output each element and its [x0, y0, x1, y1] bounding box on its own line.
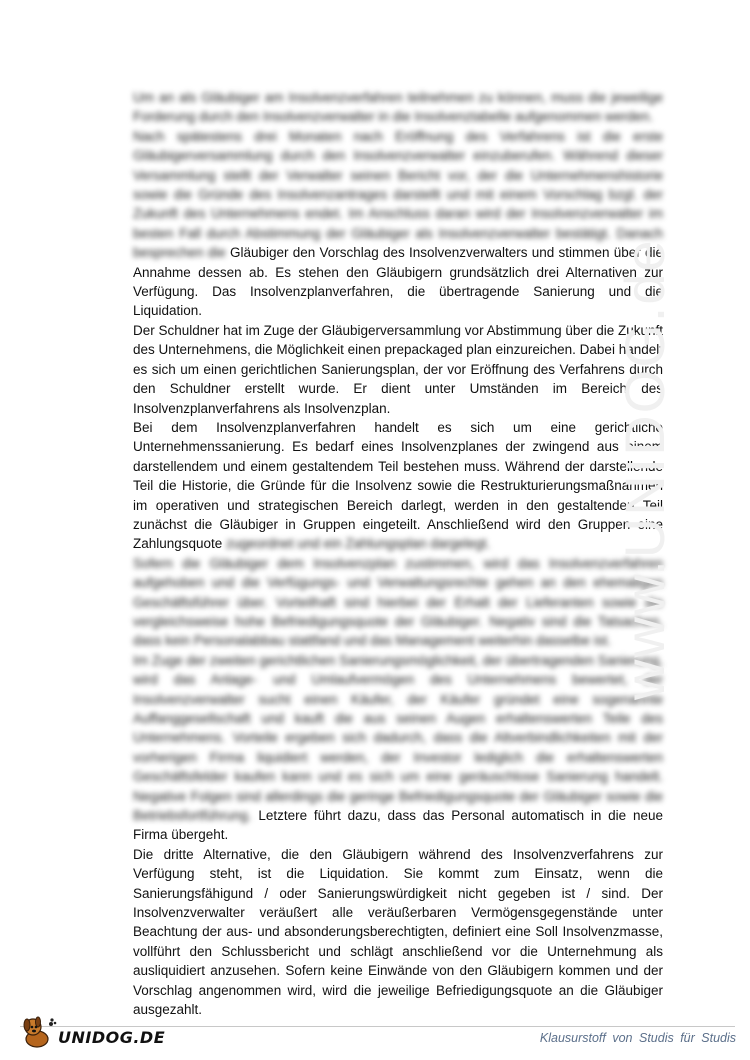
logo-text: UNIDOG.DE: [58, 1028, 166, 1047]
visible-text: Die dritte Alternative, die den Gläubigern während des Insolvenzverfahrens zur Verfügung steht, ist die Liquidation. Sie kommt zum Einsatz, wenn die Sanierungsfähigund / oder Sanierungswürdigkeit nicht gegeben ist / sind. Der Insolvenzverwalter veräußert alle veräußerbaren Vermögensgegenstände unter Beachtung der aus- und absonderungsberechtigten, definiert eine Soll Insolvenzmasse, vollführt den Schlussbericht und schlägt anschließend vor die Unternehmung als ausliquidiert anzusehen. Sofern keine Einwände von den Gläubigern kommen und der Vorschlag angenommen wird, wird die jeweilige Befriedigungsquote an die Gläubiger ausgezahlt.: [133, 846, 663, 1018]
dog-mascot-icon: [20, 1012, 58, 1050]
paragraph-forderung-anmeldung: [133, 88, 663, 127]
visible-text: Der Schuldner hat im Zuge der Gläubigerversammlung vor Abstimmung über die Zukunft des Unternehmens, die Möglichkeit einen prepackaged plan einzureichen. Dabei handelt es sich um einen gerichtlichen Sanierungsplan, der vor Eröffnung des Verfahrens durch den Schuldner erstellt wurde. Er dient unter Umständen im Bereich des Insolvenzplanverfahrens als Insolvenzplan.: [133, 322, 663, 416]
unidog-logo[interactable]: [20, 1012, 180, 1052]
blurred-text: Sofern die Gläubiger dem Insolvenzplan zustimmen, wird das Insolvenzverfahren aufgehoben und die Verfügungs- und Verwaltungsrechte gehen an den ehemaligen Geschäftsführer über. Vorteilhaft sind hierbei der Erhalt der Lieferanten sowie die vergleichsweise hohe Befriedigungsquote der Gläubiger. Negativ sind die Tatsachen, dass kein Personalabbau stattfand und das Management weiterhin dasselbe ist.: [133, 555, 663, 649]
visible-text: Bei dem Insolvenzplanverfahren handelt es sich um eine gerichtliche Unternehmenssanierung. Es bedarf eines Insolvenzplanes der zwingend aus einem darstellendem und einem gestaltendem Teil bestehen muss. Während der darstellende Teil die Historie, die Gründe für die Insolvenz sowie die Restrukturierungsmaßnahmen im operativen und strategischen Bereich darlegt, werden in den gestaltenden Teil zunächst die Gläubiger in Gruppen eingeteilt. Anschließend wird den Gruppen eine Zahlungsquote: [133, 419, 663, 552]
visible-text: Letztere führt dazu, dass das Personal automatisch in die neue Firma übergeht.: [133, 808, 663, 843]
paragraph-glaeubigerversammlung: [133, 127, 663, 321]
footer-tagline: Klausurstoff von Studis für Studis: [539, 1031, 736, 1045]
blurred-text: zugeordnet und ein Zahlungsplan dargelegt.: [222, 536, 491, 552]
blurred-text: Nach spätestens drei Monaten nach Eröffnung des Verfahrens ist die erste Gläubigerversammlung durch den Insolvenzverwalter einzuberufen. Während dieser Versammlung stellt der Verwalter seinen Bericht vor, der die Unternehmenshistorie sowie die Gründe des Insolvenzantrages darstellt und mit einem Vorschlag bzgl. der Zukunft des Unternehmens endet. Im Anschluss daran wird der Insolvenzverwalter im besten Fall durch Abstimmung der Gläubiger als Insolvenzverwalter bestätigt. Danach besprechen die: [133, 128, 663, 261]
body-text: [133, 88, 663, 1020]
paragraph-prepackaged-plan: [133, 321, 663, 418]
blurred-text: Im Zuge der zweiten gerichtlichen Sanierungsmöglichkeit, der übertragenden Sanierung, wird das Anlage- und Umlaufvermögen des Unternehmens bewertet, der Insolvenzverwalter sucht einen Käufer, der Käufer gründet eine sogenannte Auffanggesellschaft und kauft die aus seinen Augen erhaltenswerten Teile des Unternehmens. Vorteile ergeben sich dadurch, dass die Altverbindlichkeiten mit der vorherigen Firma liquidiert werden, der Investor lediglich die erhaltenswerten Geschäftsfelder kaufen kann und es sich um eine geräuschlose Sanierung handelt. Negative Folgen sind allerdings die geringe Befriedigungsquote der Gläubiger sowie die Betriebsfortführung.: [133, 652, 663, 824]
paragraph-insolvenzplanverfahren: [133, 418, 663, 554]
paragraph-planzustimmung: [133, 554, 663, 651]
blurred-text: Um an als Gläubiger am Insolvenzverfahren teilnehmen zu können, muss die jeweilige Forderung durch den Insolvenzverwalter in die Insolvenztabelle aufgenommen werden.: [133, 90, 663, 125]
paragraph-liquidation: [133, 845, 663, 1020]
watermark: www.UNIDOG.de: [613, 238, 676, 700]
paragraph-uebertragende-sanierung: [133, 651, 663, 845]
visible-text: Gläubiger den Vorschlag des Insolvenzverwalters und stimmen über die Annahme dessen ab. Es stehen den Gläubigern grundsätzlich drei Alternativen zur Verfügung. Das Insolvenzplanverfahren, die übertragende Sanierung und die Liquidation.: [133, 245, 663, 319]
